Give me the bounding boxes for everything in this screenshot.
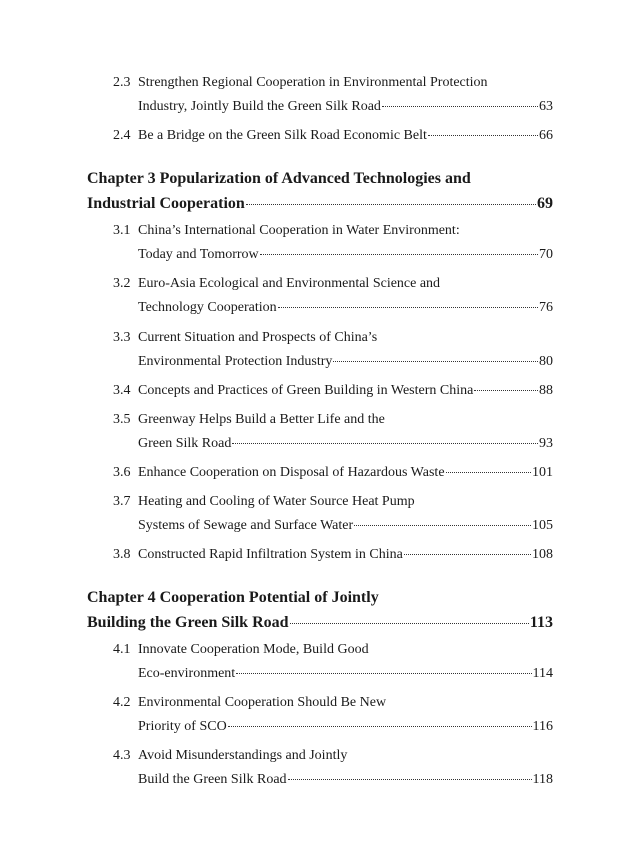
entry-title-line1: Greenway Helps Build a Better Life and the [138,412,385,427]
dot-leader [246,203,536,205]
chapter-title-line2: Building the Green Silk Road [87,614,289,631]
section-number: 3.7 [113,494,131,509]
toc-entry-3-6 [113,461,553,485]
page-number: 69 [537,195,553,212]
entry-title-line1: Constructed Rapid Infiltration System in China [138,547,403,562]
section-number: 2.3 [113,75,131,90]
section-number: 3.5 [113,412,131,427]
entry-title-line1: China’s International Cooperation in Water Environment: [138,223,460,238]
page-number: 114 [532,666,553,681]
entry-title-line2: Systems of Sewage and Surface Water [138,518,354,533]
dot-leader [260,253,538,255]
section-number: 3.6 [113,465,131,480]
dot-leader [382,105,538,107]
toc-entry-3-1 [113,219,553,267]
page-number: 63 [539,99,553,114]
section-number: 3.2 [113,276,131,291]
entry-title-line2: Environmental Protection Industry [138,354,333,369]
dot-leader [474,389,538,391]
section-number: 3.4 [113,383,131,398]
dot-leader [446,471,531,473]
chapter-4-heading [87,585,553,635]
entry-title-line1: Enhance Cooperation on Disposal of Hazardous Waste [138,465,445,480]
entry-title-line2: Industry, Jointly Build the Green Silk Road [138,99,381,114]
page-number: 116 [532,719,553,734]
dot-leader [428,134,538,136]
dot-leader [404,553,531,555]
entry-title-line1: Current Situation and Prospects of China’s [138,330,378,345]
entry-title-line1: Euro-Asia Ecological and Environmental Science and [138,276,441,291]
toc-entry-4-2 [113,691,553,739]
chapter-title-line1: Chapter 3 Popularization of Advanced Technologies and [87,170,471,187]
entry-title-line2: Priority of SCO [138,719,227,734]
page-number: 93 [539,436,553,451]
dot-leader [288,778,532,780]
section-number: 3.3 [113,330,131,345]
entry-title-line1: Innovate Cooperation Mode, Build Good [138,642,369,657]
page-number: 76 [539,300,553,315]
entry-title-line2: Today and Tomorrow [138,247,259,262]
section-number: 3.1 [113,223,131,238]
entry-title-line1: Concepts and Practices of Green Building in Western China [138,383,474,398]
entry-title-line1: Heating and Cooling of Water Source Heat Pump [138,494,415,509]
toc-entry-4-3 [113,744,553,792]
dot-leader [232,442,538,444]
dot-leader [333,360,538,362]
entry-title-line1: Avoid Misunderstandings and Jointly [138,748,348,763]
toc-entry-3-3 [113,326,553,374]
toc-entry-2-4 [113,124,553,148]
chapter-title-line2: Industrial Cooperation [87,195,245,212]
section-number: 3.8 [113,547,131,562]
dot-leader [278,306,538,308]
toc-entry-3-2 [113,272,553,320]
toc-entry-3-7 [113,490,553,538]
dot-leader [290,622,529,624]
entry-title-line1: Strengthen Regional Cooperation in Environmental Protection [138,75,488,90]
section-number: 4.1 [113,642,131,657]
entry-title-line2: Eco-environment [138,666,236,681]
chapter-title-line1: Chapter 4 Cooperation Potential of Jointly [87,589,379,606]
entry-title-line1: Environmental Cooperation Should Be New [138,695,387,710]
page-number: 88 [539,383,553,398]
section-number: 4.2 [113,695,131,710]
page-number: 66 [539,128,553,143]
page-number: 80 [539,354,553,369]
entry-title-line2: Build the Green Silk Road [138,772,287,787]
toc-entry-3-4 [113,379,553,403]
dot-leader [354,524,531,526]
toc-entry-3-8 [113,543,553,567]
dot-leader [228,725,532,727]
toc-entry-3-5 [113,408,553,456]
entry-title-line1: Be a Bridge on the Green Silk Road Economic Belt [138,128,427,143]
page-number: 101 [532,465,553,480]
page-number: 118 [532,772,553,787]
toc-entry-2-3 [113,71,553,119]
page-number: 108 [532,547,553,562]
entry-title-line2: Green Silk Road [138,436,232,451]
chapter-3-heading [87,166,553,216]
section-number: 4.3 [113,748,131,763]
page-number: 70 [539,247,553,262]
page-number: 105 [532,518,553,533]
toc-entry-4-1 [113,638,553,686]
page-number: 113 [529,614,553,631]
dot-leader [236,672,531,674]
section-number: 2.4 [113,128,131,143]
entry-title-line2: Technology Cooperation [138,300,277,315]
